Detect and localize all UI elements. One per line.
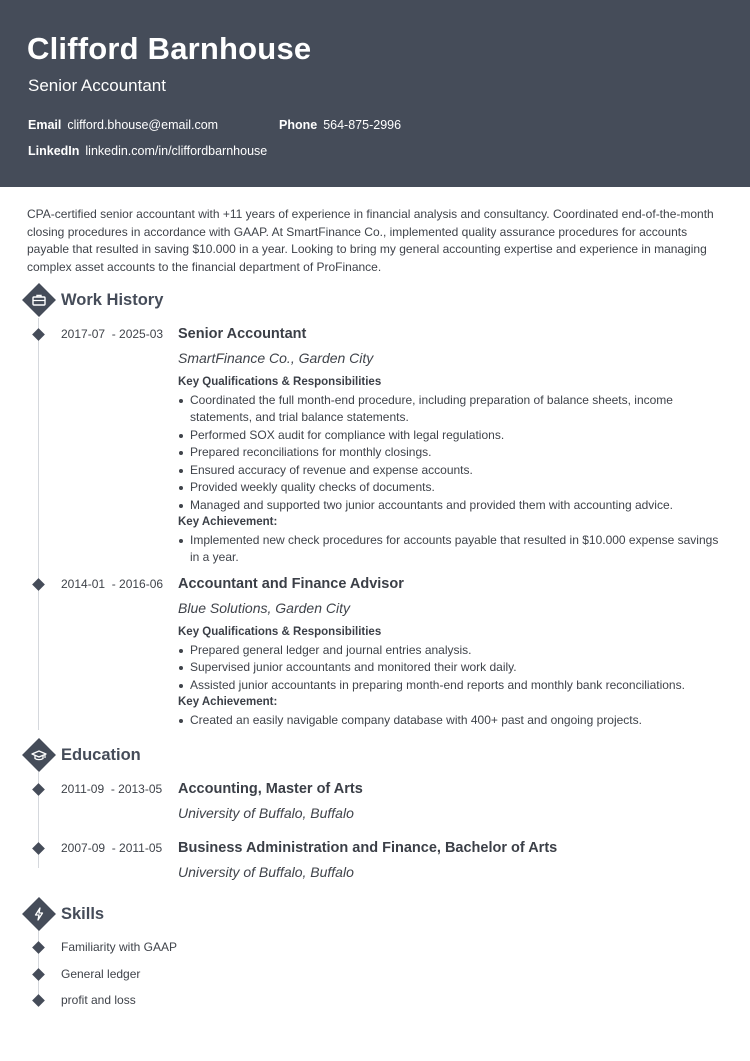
- list-item: Managed and supported two junior accountants and provided them with accounting advice.: [178, 497, 723, 515]
- timeline-line-work: [38, 318, 39, 730]
- timeline-marker: [32, 328, 45, 341]
- skill-item: profit and loss: [61, 993, 136, 1007]
- list-item: Prepared general ledger and journal entries analysis.: [178, 642, 723, 660]
- list-item: Created an easily navigable company database with 400+ past and ongoing projects.: [178, 712, 723, 730]
- timeline-marker: [32, 783, 45, 796]
- timeline-marker: [32, 941, 45, 954]
- list-item: Supervised junior accountants and monitored their work daily.: [178, 659, 723, 677]
- list-item: Provided weekly quality checks of documents.: [178, 479, 723, 497]
- job-title: Accountant and Finance Advisor: [178, 576, 404, 592]
- lightning-icon: [30, 905, 48, 923]
- candidate-name: Clifford Barnhouse: [27, 31, 312, 66]
- linkedin-value[interactable]: linkedin.com/in/cliffordbarnhouse: [85, 144, 268, 158]
- job-employer: Blue Solutions, Garden City: [178, 600, 350, 616]
- skills-heading: Skills: [61, 905, 105, 923]
- degree-title: Accounting, Master of Arts: [178, 781, 363, 797]
- responsibilities-heading: Key Qualifications & Responsibilities: [178, 626, 382, 638]
- achievements-list: [178, 532, 723, 567]
- list-item: Ensured accuracy of revenue and expense accounts.: [178, 462, 723, 480]
- email-label: Email: [28, 118, 62, 132]
- achievement-heading: Key Achievement:: [178, 696, 278, 708]
- education-section-icon: [22, 738, 56, 772]
- achievement-heading: Key Achievement:: [178, 516, 278, 528]
- job-entry: [178, 326, 723, 567]
- email-value[interactable]: clifford.bhouse@email.com: [67, 118, 219, 132]
- contact-linkedin: [28, 144, 267, 158]
- contact-phone: [279, 118, 401, 132]
- list-item: Prepared reconciliations for monthly closings.: [178, 444, 723, 462]
- resume-header: [0, 0, 750, 187]
- job-entry: [178, 576, 723, 729]
- linkedin-label: LinkedIn: [28, 144, 80, 158]
- candidate-title: Senior Accountant: [28, 76, 166, 95]
- contact-email: [28, 118, 218, 132]
- list-item: Assisted junior accountants in preparing month-end reports and monthly bank reconciliations.: [178, 677, 723, 695]
- education-dates: 2007-09 - 2011-05: [61, 841, 163, 855]
- education-entry: [178, 840, 723, 880]
- timeline-marker: [32, 842, 45, 855]
- phone-value[interactable]: 564-875-2996: [323, 118, 402, 132]
- responsibilities-list: [178, 392, 723, 515]
- achievements-list: [178, 712, 723, 730]
- skills-section-icon: [22, 897, 56, 931]
- graduation-cap-icon: [30, 746, 48, 764]
- degree-title: Business Administration and Finance, Bachelor of Arts: [178, 840, 558, 856]
- work-section-icon: [22, 283, 56, 317]
- responsibilities-list: [178, 642, 723, 695]
- briefcase-icon: [30, 291, 48, 309]
- timeline-marker: [32, 994, 45, 1007]
- timeline-marker: [32, 578, 45, 591]
- job-employer: SmartFinance Co., Garden City: [178, 350, 374, 366]
- skill-item: Familiarity with GAAP: [61, 940, 178, 954]
- list-item: Implemented new check procedures for accounts payable that resulted in $10.000 expense savings in a year.: [178, 532, 723, 567]
- work-history-heading: Work History: [61, 291, 164, 309]
- job-dates: 2017-07 - 2025-03: [61, 327, 164, 341]
- education-dates: 2011-09 - 2013-05: [61, 782, 163, 796]
- school-name: University of Buffalo, Buffalo: [178, 805, 354, 821]
- school-name: University of Buffalo, Buffalo: [178, 864, 354, 880]
- education-heading: Education: [61, 746, 141, 764]
- list-item: Coordinated the full month-end procedure, including preparation of balance sheets, income statements, and trial balance statements.: [178, 392, 723, 427]
- responsibilities-heading: Key Qualifications & Responsibilities: [178, 376, 382, 388]
- job-title: Senior Accountant: [178, 326, 307, 342]
- job-dates: 2014-01 - 2016-06: [61, 577, 164, 591]
- skill-item: General ledger: [61, 967, 141, 981]
- timeline-marker: [32, 968, 45, 981]
- profile-summary: CPA-certified senior accountant with +11 years of experience in financial analysis and consultancy. Coordinated end-of-the-month closing procedures in accordance with GAAP. At SmartFinance Co., implemented quality assurance procedures for accounts payable that resulted in saving $10.000 in a year. Looking to bring my general accounting expertise and experience in managing complex asset accounts to the financial department of ProFinance.: [27, 207, 714, 274]
- education-entry: [178, 781, 723, 821]
- phone-label: Phone: [279, 118, 318, 132]
- list-item: Performed SOX audit for compliance with legal regulations.: [178, 427, 723, 445]
